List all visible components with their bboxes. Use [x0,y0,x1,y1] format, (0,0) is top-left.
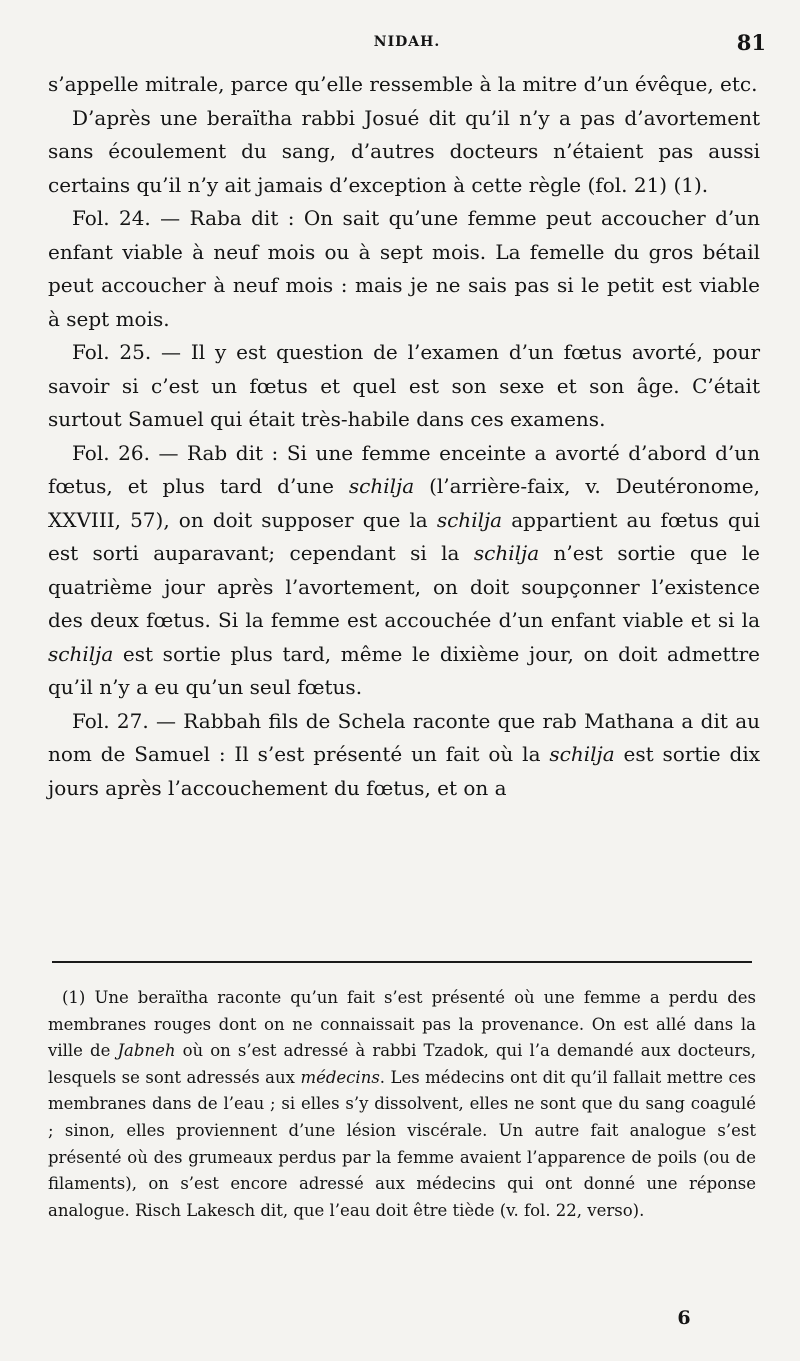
paragraph-continuation [48,68,760,102]
paragraph-text: D’après une beraïtha rabbi Josué dit qu’il n’y a pas d’avortement sans écoulement du sang, d’autres docteurs n’étaient pas aussi certains qu’il n’y ait jamais d’exception à cette règle (fol. 21) (1). [48,105,760,197]
paragraph-fol-27 [48,705,760,806]
text-run: appartient au fœtus qui est sorti auparavant; cependant si la [48,507,760,565]
text-run: (l’arrière-faix, v. Deutéronome, XXVIII, 57), on doit supposer que la [48,474,760,532]
page-number: 81 [736,30,766,55]
italic-term: schilja [436,507,503,532]
text-run: où on s’est adressé à rabbi Tzadok, qui l’a demandé aux docteurs, lesquels se sont adressés aux [48,1041,757,1087]
italic-term: schilja [549,742,615,766]
running-head [48,30,766,60]
paragraph-fol-24 [48,202,760,336]
running-title: NIDAH. [373,34,441,50]
text-run: est sortie plus tard, même le dixième jour, on doit admettre qu’il n’y a eu qu’un seul fœtus. [48,641,760,699]
footnote-1 [48,985,756,1224]
italic-term: schilja [48,641,114,666]
text-run: n’est sortie que le quatrième jour après l’avortement, on doit soupçonner l’existence des deux fœtus. Si la femme est accouchée d’un enfant viable et si la [48,541,760,632]
footnote-rule [52,961,752,963]
paragraph-text: Fol. 24. — Raba dit : On sait qu’une femme peut accoucher d’un enfant viable à neuf mois ou à sept mois. La femelle du gros bétail peut accoucher à neuf mois : mais je ne sais pas si le petit est viable à sept mois. [48,206,760,331]
text-run: Fol. 26. — Rab dit : Si une femme enceinte a avorté d’abord d’un fœtus, et plus tard d’une [48,440,760,498]
text-run: (1) Une beraïtha raconte qu’un fait s’est présenté où une femme a perdu des membranes rouges dont on ne connaissait pas la provenance. On est allé dans la ville de [48,988,756,1061]
paragraph-text: s’appelle mitrale, parce qu’elle ressemble à la mitre d’un évêque, etc. [48,72,758,96]
paragraph-fol-25 [48,336,760,437]
italic-term: médecins [300,1067,380,1087]
paragraph-fol-26 [48,437,760,705]
italic-term: schilja [348,474,415,498]
signature-mark: 6 [677,1307,691,1329]
italic-term: Jabneh [117,1041,176,1061]
paragraph-text: Fol. 25. — Il y est question de l’examen d’un fœtus avorté, pour savoir si c’est un fœtus et quel est son sexe et son âge. C’était surtout Samuel qui était très-habile dans ces examens. [48,340,760,431]
paragraph-beraitha [48,102,760,203]
footnote [48,985,756,1224]
text-run: . Les médecins ont dit qu’il fallait mettre ces membranes dans de l’eau ; si elles s’y dissolvent, elles ne sont que du sang coagulé ; sinon, elles proviennent d’une lésion viscérale. Un autre fait analogue s’est présenté où des grumeaux perdus par la femme avaient l’apparence de poils (ou de filaments), on s’est encore adressé aux médecins qui ont donné une réponse analogue. Risch Lakesch dit, que l’eau doit être tiède (v. fol. 22, verso). [48,1067,757,1220]
text-run: Fol. 27. — Rabbah fils de Schela raconte que rab Mathana a dit au nom de Samuel : Il s’est présenté un fait où la [48,708,760,766]
italic-term: schilja [473,541,540,565]
text-run: est sortie dix jours après l’accouchement du fœtus, et on a [48,742,760,800]
main-text [48,68,760,805]
